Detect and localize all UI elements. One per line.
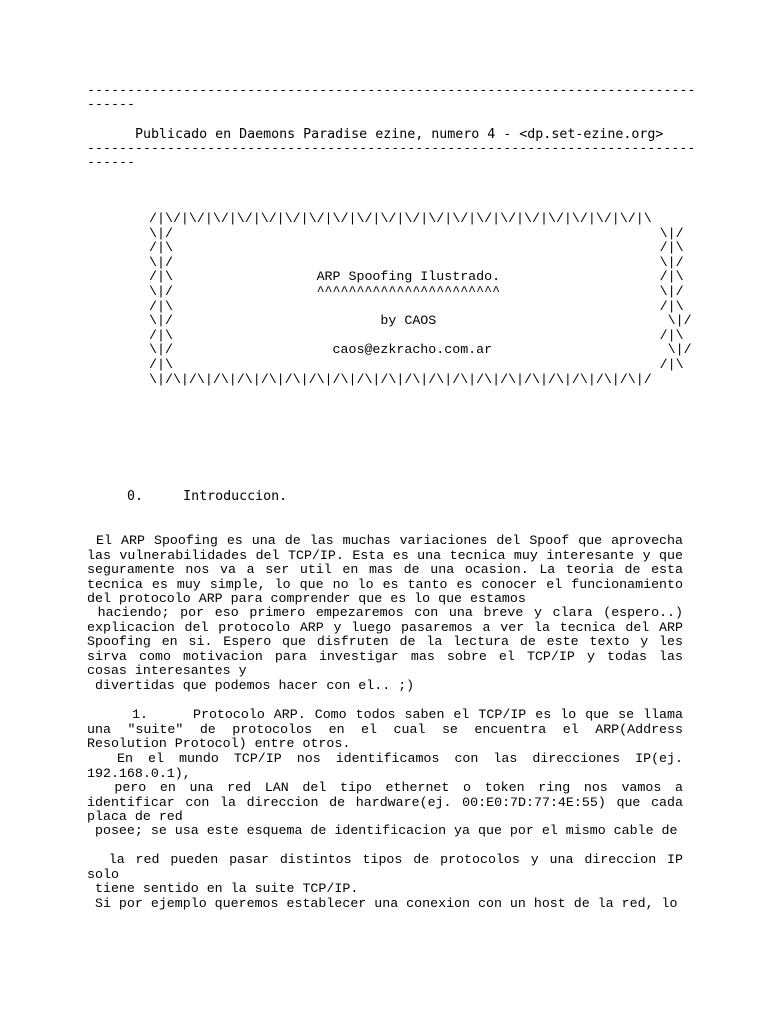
banner-author: \|/ by CAOS \|/ (149, 313, 692, 329)
banner-bottom-border: \|/\|/\|/\|/\|/\|/\|/\|/\|/\|/\|/\|/\|/\|/\|/\|/\|/\|/\|/\|/\|/ (149, 371, 652, 387)
section1-paragraph: posee; se usa este esquema de identificacion ya que por el mismo cable de (87, 823, 678, 838)
banner-side: /|\ /|\ (149, 356, 684, 372)
intro-paragraph-2: haciendo; por eso primero empezaremos con una breve y clara (espero..) explicacion del protocolo ARP y luego pasaremos a ver la tecnica del ARP Spoofing en si. Espero que disfruten de la lectura de este texto y les sirva como motivacion para investigar mas sobre el TCP/IP y todas las cosas interesantes y (87, 605, 691, 678)
section-protocolo-arp-paragraph: 1. Protocolo ARP. Como todos saben el TCP/IP es lo que se llama una "suite" de protocolos en el cual se encuentra el ARP(Address Resolution Protocol) entre otros. (87, 707, 691, 751)
banner-side: \|/ \|/ (149, 254, 684, 270)
section1-paragraph: tiene sentido en la suite TCP/IP. (87, 881, 359, 896)
section1-paragraph: En el mundo TCP/IP nos identificamos con las direcciones IP(ej. 192.168.0.1), (87, 751, 691, 781)
banner-top-border: /|\/|\/|\/|\/|\/|\/|\/|\/|\/|\/|\/|\/|\/|\/|\/|\/|\/|\/|\/|\/|\ (149, 211, 652, 226)
intro-paragraph-1: El ARP Spoofing es una de las muchas variaciones del Spoof que aprovecha las vulnerabilidades del TCP/IP. Esta es una tecnica muy interesante y que seguramente nos va a ser util en mas de una ocasion. La teoria de esta tecnica es muy simple, lo que no lo es tanto es conocer el funcionamiento del protocolo ARP para comprender que es lo que estamos (87, 533, 691, 606)
title-banner (149, 212, 692, 387)
section1-paragraph: pero en una red LAN del tipo ethernet o token ring nos vamos a identificar con la direccion de hardware(ej. 00:E0:7D:77:4E:55) que cada placa de red (87, 780, 691, 824)
separator-rule: ---------------------------------------------------------------------------- (87, 141, 696, 156)
section1-paragraph: la red pueden pasar distintos tipos de protocolos y una direccion IP solo (87, 852, 691, 882)
publication-line: Publicado en Daemons Paradise ezine, numero 4 - <dp.set-ezine.org> (87, 127, 664, 142)
banner-side: \|/ \|/ (149, 225, 684, 241)
section-heading-introduccion: 0. Introduccion. (87, 489, 288, 504)
banner-title: /|\ ARP Spoofing Ilustrado. /|\ (149, 269, 684, 285)
banner-email: \|/ caos@ezkracho.com.ar \|/ (149, 342, 692, 358)
banner-side: /|\ /|\ (149, 327, 684, 343)
intro-paragraph-3: divertidas que podemos hacer con el.. ;) (87, 678, 415, 693)
section1-paragraph: Si por ejemplo queremos establecer una conexion con un host de la red, lo (87, 896, 678, 911)
separator-rule: ------ (87, 155, 136, 170)
banner-side: /|\ /|\ (149, 240, 684, 256)
banner-side: /|\ /|\ (149, 298, 684, 314)
separator-rule: ---------------------------------------------------------------------------- (87, 83, 696, 98)
separator-rule: ------ (87, 97, 136, 112)
banner-title-underline: \|/ ^^^^^^^^^^^^^^^^^^^^^^^ \|/ (149, 283, 684, 299)
